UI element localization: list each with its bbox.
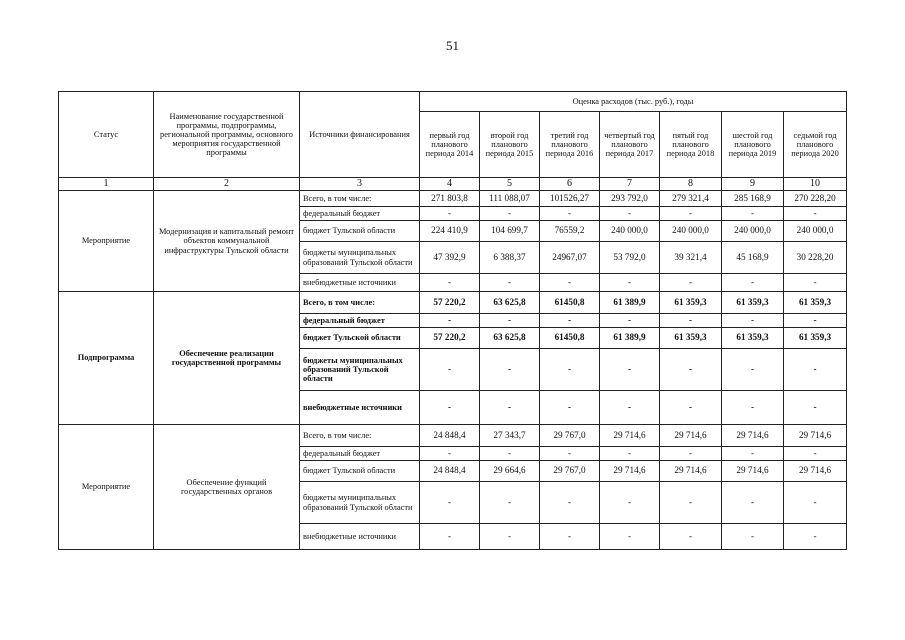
- value-cell: 271 803,8: [420, 191, 480, 207]
- column-number: 4: [420, 178, 480, 191]
- value-cell: -: [600, 447, 660, 461]
- value-cell: -: [480, 314, 540, 328]
- value-cell: -: [420, 274, 480, 292]
- value-cell: -: [540, 314, 600, 328]
- value-cell: -: [784, 349, 847, 391]
- value-cell: 27 343,7: [480, 425, 540, 447]
- value-cell: 285 168,9: [722, 191, 784, 207]
- value-cell: 29 714,6: [600, 425, 660, 447]
- expenditure-table: [58, 91, 847, 550]
- value-cell: 101526,27: [540, 191, 600, 207]
- column-number: 5: [480, 178, 540, 191]
- funding-source: федеральный бюджет: [300, 207, 420, 221]
- value-cell: 24 848,4: [420, 425, 480, 447]
- value-cell: -: [420, 482, 480, 524]
- value-cell: -: [540, 524, 600, 550]
- value-cell: -: [660, 391, 722, 425]
- header-status: Статус: [59, 92, 154, 178]
- value-cell: 29 714,6: [660, 461, 722, 482]
- value-cell: 61 359,3: [660, 328, 722, 349]
- value-cell: -: [722, 349, 784, 391]
- value-cell: 45 168,9: [722, 242, 784, 274]
- value-cell: -: [660, 274, 722, 292]
- value-cell: -: [420, 447, 480, 461]
- value-cell: 240 000,0: [600, 221, 660, 242]
- value-cell: 104 699,7: [480, 221, 540, 242]
- value-cell: 47 392,9: [420, 242, 480, 274]
- value-cell: -: [480, 349, 540, 391]
- value-cell: -: [660, 314, 722, 328]
- value-cell: 29 714,6: [600, 461, 660, 482]
- value-cell: 61 359,3: [784, 292, 847, 314]
- value-cell: 61 359,3: [722, 292, 784, 314]
- value-cell: -: [600, 207, 660, 221]
- funding-source: Всего, в том числе:: [300, 292, 420, 314]
- funding-source: Всего, в том числе:: [300, 191, 420, 207]
- value-cell: -: [784, 482, 847, 524]
- funding-source: бюджеты муниципальных образований Тульской области: [300, 349, 420, 391]
- table-row: [59, 292, 847, 314]
- value-cell: -: [540, 207, 600, 221]
- value-cell: 240 000,0: [784, 221, 847, 242]
- table-row: [59, 191, 847, 207]
- value-cell: -: [784, 447, 847, 461]
- value-cell: 61 389,9: [600, 292, 660, 314]
- header-year-2: второй год планового периода 2015: [480, 112, 540, 178]
- value-cell: 29 714,6: [722, 425, 784, 447]
- value-cell: -: [660, 447, 722, 461]
- section-status: Мероприятие: [59, 425, 154, 550]
- value-cell: 24 848,4: [420, 461, 480, 482]
- value-cell: 29 714,6: [784, 425, 847, 447]
- header-year-7: седьмой год планового периода 2020: [784, 112, 847, 178]
- section-name: Модернизация и капитальный ремонт объектов коммунальной инфраструктуры Тульской области: [154, 191, 300, 292]
- value-cell: -: [480, 447, 540, 461]
- value-cell: -: [480, 207, 540, 221]
- value-cell: -: [660, 524, 722, 550]
- value-cell: 57 220,2: [420, 328, 480, 349]
- value-cell: -: [420, 391, 480, 425]
- value-cell: 29 714,6: [784, 461, 847, 482]
- column-number: 7: [600, 178, 660, 191]
- value-cell: 57 220,2: [420, 292, 480, 314]
- column-number: 2: [154, 178, 300, 191]
- value-cell: 29 714,6: [660, 425, 722, 447]
- value-cell: 29 767,0: [540, 461, 600, 482]
- value-cell: 61 359,3: [660, 292, 722, 314]
- header-year-1: первый год планового периода 2014: [420, 112, 480, 178]
- funding-source: внебюджетные источники: [300, 274, 420, 292]
- header-year-5: пятый год планового периода 2018: [660, 112, 722, 178]
- section-name: Обеспечение реализации государственной программы: [154, 292, 300, 425]
- funding-source: бюджеты муниципальных образований Тульской области: [300, 482, 420, 524]
- value-cell: -: [722, 207, 784, 221]
- value-cell: -: [660, 207, 722, 221]
- value-cell: 63 625,8: [480, 292, 540, 314]
- column-number: 10: [784, 178, 847, 191]
- value-cell: 76559,2: [540, 221, 600, 242]
- header-program-name: Наименование государственной программы, подпрограммы, региональной программы, основного мероприятия государственной программы: [154, 92, 300, 178]
- funding-source: бюджеты муниципальных образований Тульской области: [300, 242, 420, 274]
- value-cell: 240 000,0: [660, 221, 722, 242]
- value-cell: -: [660, 349, 722, 391]
- value-cell: -: [480, 524, 540, 550]
- value-cell: 61450,8: [540, 328, 600, 349]
- header-estimate: Оценка расходов (тыс. руб.), годы: [420, 92, 847, 112]
- value-cell: 29 664,6: [480, 461, 540, 482]
- funding-source: бюджет Тульской области: [300, 221, 420, 242]
- value-cell: -: [480, 274, 540, 292]
- column-number: 9: [722, 178, 784, 191]
- funding-source: федеральный бюджет: [300, 314, 420, 328]
- value-cell: -: [420, 207, 480, 221]
- value-cell: 39 321,4: [660, 242, 722, 274]
- value-cell: -: [660, 482, 722, 524]
- table-row: [59, 425, 847, 447]
- value-cell: -: [600, 524, 660, 550]
- value-cell: -: [540, 274, 600, 292]
- value-cell: 293 792,0: [600, 191, 660, 207]
- value-cell: -: [420, 314, 480, 328]
- value-cell: -: [784, 207, 847, 221]
- header-year-3: третий год планового периода 2016: [540, 112, 600, 178]
- value-cell: -: [600, 274, 660, 292]
- header-sources: Источники финансирования: [300, 92, 420, 178]
- value-cell: -: [480, 482, 540, 524]
- value-cell: 61 359,3: [722, 328, 784, 349]
- value-cell: -: [784, 391, 847, 425]
- section-name: Обеспечение функций государственных органов: [154, 425, 300, 550]
- value-cell: -: [722, 524, 784, 550]
- page-number: 51: [446, 38, 459, 53]
- value-cell: -: [722, 391, 784, 425]
- value-cell: -: [722, 314, 784, 328]
- value-cell: -: [722, 482, 784, 524]
- value-cell: 24967,07: [540, 242, 600, 274]
- column-number: 6: [540, 178, 600, 191]
- value-cell: -: [784, 524, 847, 550]
- column-number: 8: [660, 178, 722, 191]
- value-cell: -: [420, 349, 480, 391]
- value-cell: 30 228,20: [784, 242, 847, 274]
- value-cell: 224 410,9: [420, 221, 480, 242]
- column-number: 3: [300, 178, 420, 191]
- funding-source: бюджет Тульской области: [300, 328, 420, 349]
- value-cell: 61 389,9: [600, 328, 660, 349]
- value-cell: -: [722, 274, 784, 292]
- value-cell: 63 625,8: [480, 328, 540, 349]
- value-cell: -: [600, 391, 660, 425]
- value-cell: 279 321,4: [660, 191, 722, 207]
- value-cell: 270 228,20: [784, 191, 847, 207]
- funding-source: внебюджетные источники: [300, 391, 420, 425]
- value-cell: 111 088,07: [480, 191, 540, 207]
- value-cell: -: [540, 447, 600, 461]
- funding-source: внебюджетные источники: [300, 524, 420, 550]
- value-cell: -: [722, 447, 784, 461]
- value-cell: 6 388,37: [480, 242, 540, 274]
- funding-source: федеральный бюджет: [300, 447, 420, 461]
- funding-source: бюджет Тульской области: [300, 461, 420, 482]
- value-cell: -: [540, 391, 600, 425]
- header-year-6: шестой год планового периода 2019: [722, 112, 784, 178]
- funding-source: Всего, в том числе:: [300, 425, 420, 447]
- value-cell: 53 792,0: [600, 242, 660, 274]
- value-cell: -: [600, 314, 660, 328]
- value-cell: 29 714,6: [722, 461, 784, 482]
- value-cell: -: [420, 524, 480, 550]
- value-cell: 61450,8: [540, 292, 600, 314]
- value-cell: 240 000,0: [722, 221, 784, 242]
- value-cell: -: [480, 391, 540, 425]
- value-cell: -: [600, 482, 660, 524]
- section-status: Подпрограмма: [59, 292, 154, 425]
- value-cell: -: [600, 349, 660, 391]
- section-status: Мероприятие: [59, 191, 154, 292]
- value-cell: -: [540, 349, 600, 391]
- header-year-4: четвертый год планового периода 2017: [600, 112, 660, 178]
- value-cell: 61 359,3: [784, 328, 847, 349]
- value-cell: -: [784, 274, 847, 292]
- value-cell: -: [540, 482, 600, 524]
- value-cell: 29 767,0: [540, 425, 600, 447]
- column-number: 1: [59, 178, 154, 191]
- value-cell: -: [784, 314, 847, 328]
